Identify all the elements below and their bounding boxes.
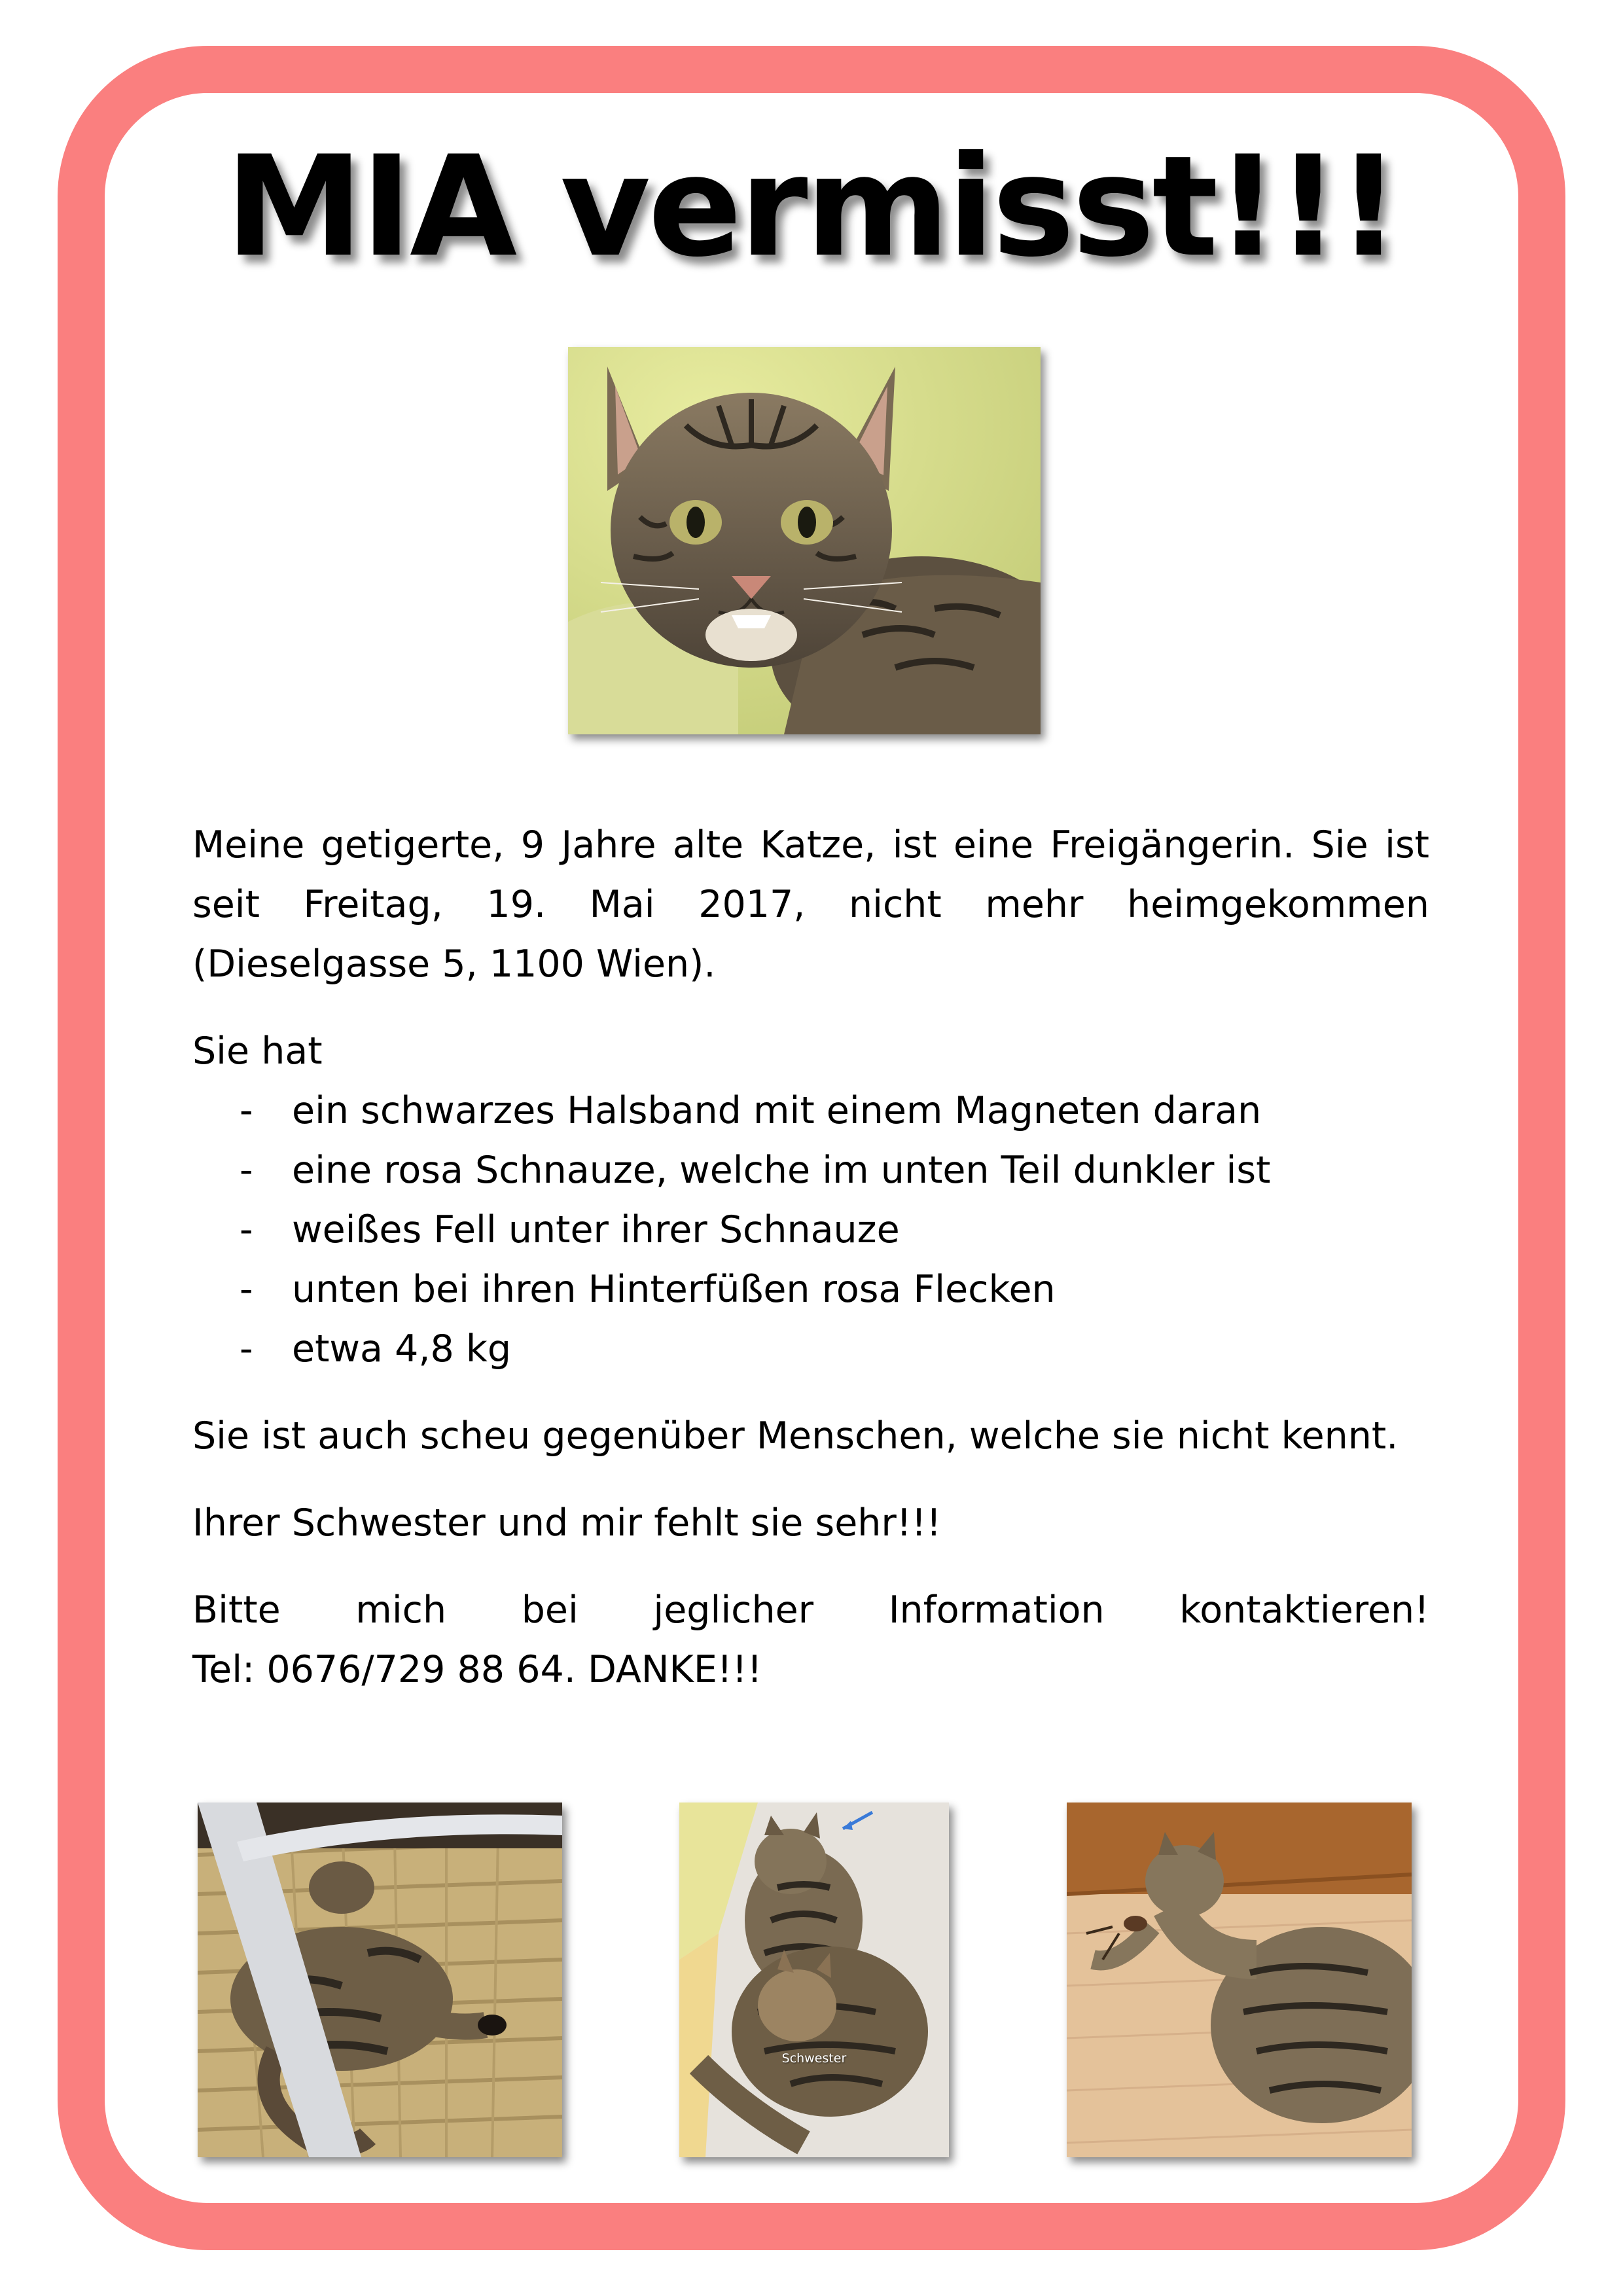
missing-paragraph: Ihrer Schwester und mir fehlt sie sehr!!! bbox=[192, 1501, 942, 1545]
cat-with-sister-photo bbox=[679, 1803, 949, 2157]
features-list bbox=[192, 1081, 1429, 1379]
list-item: - weißes Fell unter ihrer Schnauze bbox=[192, 1200, 1429, 1260]
cat-under-chair-photo bbox=[198, 1803, 562, 2157]
cat-portrait-photo bbox=[568, 347, 1041, 734]
sister-label: Schwester bbox=[781, 2051, 847, 2066]
contact-phone: Tel: 0676/729 88 64. DANKE!!! bbox=[192, 1648, 762, 1691]
contact-request: Bitte mich bei jeglicher Information kontaktieren! bbox=[192, 1588, 1429, 1632]
list-bullet: - bbox=[240, 1208, 253, 1251]
shyness-paragraph: Sie ist auch scheu gegenüber Menschen, welche sie nicht kennt. bbox=[192, 1414, 1399, 1458]
list-bullet: - bbox=[240, 1327, 253, 1371]
list-item: - ein schwarzes Halsband mit einem Magneten daran bbox=[192, 1081, 1429, 1141]
list-bullet: - bbox=[240, 1149, 253, 1192]
poster-body bbox=[192, 816, 1429, 1727]
list-bullet: - bbox=[240, 1089, 253, 1132]
list-bullet: - bbox=[240, 1268, 253, 1311]
list-item: - eine rosa Schnauze, welche im unten Teil dunkler ist bbox=[192, 1141, 1429, 1200]
list-item: - unten bei ihren Hinterfüßen rosa Flecken bbox=[192, 1260, 1429, 1319]
features-intro: Sie hat bbox=[192, 1030, 323, 1073]
poster-title: MIA vermisst!!! bbox=[225, 126, 1398, 287]
cat-on-floor-photo bbox=[1067, 1803, 1412, 2157]
description-paragraph: Meine getigerte, 9 Jahre alte Katze, ist eine Freigängerin. Sie ist seit Freitag, 19. Mai 2017, nicht mehr heimgekommen (Dieselgasse 5, 1100 Wien). bbox=[192, 823, 1429, 986]
list-item: - etwa 4,8 kg bbox=[192, 1319, 1429, 1379]
